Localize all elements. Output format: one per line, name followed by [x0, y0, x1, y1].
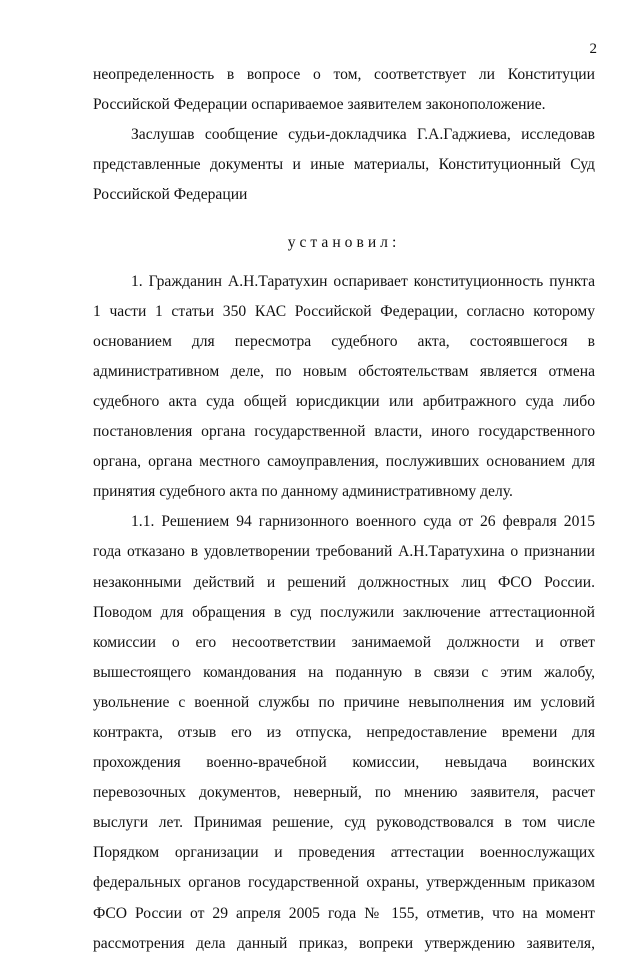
page-number: 2: [589, 41, 597, 57]
paragraph-1-1: [93, 507, 595, 958]
text-line: 1. Гражданин А.Н.Таратухин оспаривает конституционность пункта: [131, 272, 595, 290]
text-line: органа, органа местного самоуправления, послуживших основанием для: [93, 453, 595, 471]
text-line: прохождения военно-врачебной комиссии, невыдача воинских: [93, 754, 595, 772]
text-line: комиссии о его несоответствии занимаемой должности и ответ: [93, 633, 595, 651]
text-line: ФСО России от 29 апреля 2005 года № 155, отметив, что на момент: [93, 904, 595, 922]
text-line: увольнение с военной службы по причине невыполнения им условий: [93, 693, 595, 711]
text-line: вышестоящего командования на поданную в связи с этим жалобу,: [93, 663, 595, 681]
paragraph-1: [93, 267, 595, 508]
text-line: Российской Федерации: [93, 186, 248, 204]
text-line: судебного акта суда общей юрисдикции или арбитражного суда либо: [93, 392, 595, 410]
text-line: Поводом для обращения в суд послужили заключение аттестационной: [93, 603, 595, 621]
section-heading: установил:: [287, 234, 401, 252]
paragraph-hearing: [93, 120, 595, 210]
text-line: Порядком организации и проведения аттестации военнослужащих: [93, 844, 595, 862]
text-line: контракта, отзыв его из отпуска, непредоставление времени для: [93, 723, 595, 741]
text-line: административном деле, по новым обстоятельствам является отмена: [93, 362, 595, 380]
text-line: Заслушав сообщение судьи-докладчика Г.А.Гаджиева, исследовав: [131, 126, 595, 144]
text-line: Российской Федерации оспариваемое заявителем законоположение.: [93, 96, 546, 114]
text-line: 1 части 1 статьи 350 КАС Российской Федерации, согласно которому: [93, 302, 595, 320]
text-line: 1.1. Решением 94 гарнизонного военного суда от 26 февраля 2015: [131, 513, 595, 531]
text-line: представленные документы и иные материалы, Конституционный Суд: [93, 156, 595, 174]
text-line: перевозочных документов, неверный, по мнению заявителя, расчет: [93, 784, 595, 802]
paragraph-continuation: [93, 60, 595, 120]
document-body: [93, 60, 595, 959]
text-line: года отказано в удовлетворении требований А.Н.Таратухина о признании: [93, 543, 595, 561]
text-line: незаконными действий и решений должностных лиц ФСО России.: [93, 573, 595, 591]
text-line: основанием для пересмотра судебного акта, состоявшегося в: [93, 332, 595, 350]
text-line: федеральных органов государственной охраны, утвержденным приказом: [93, 874, 595, 892]
text-line: постановления органа государственной власти, иного государственного: [93, 423, 595, 441]
text-line: неопределенность в вопросе о том, соответствует ли Конституции: [93, 66, 595, 83]
text-line: рассмотрения дела данный приказ, вопреки утверждению заявителя,: [93, 934, 595, 952]
text-line: выслуги лет. Принимая решение, суд руководствовался в том числе: [93, 814, 595, 832]
text-line: принятия судебного акта по данному административному делу.: [93, 483, 513, 501]
